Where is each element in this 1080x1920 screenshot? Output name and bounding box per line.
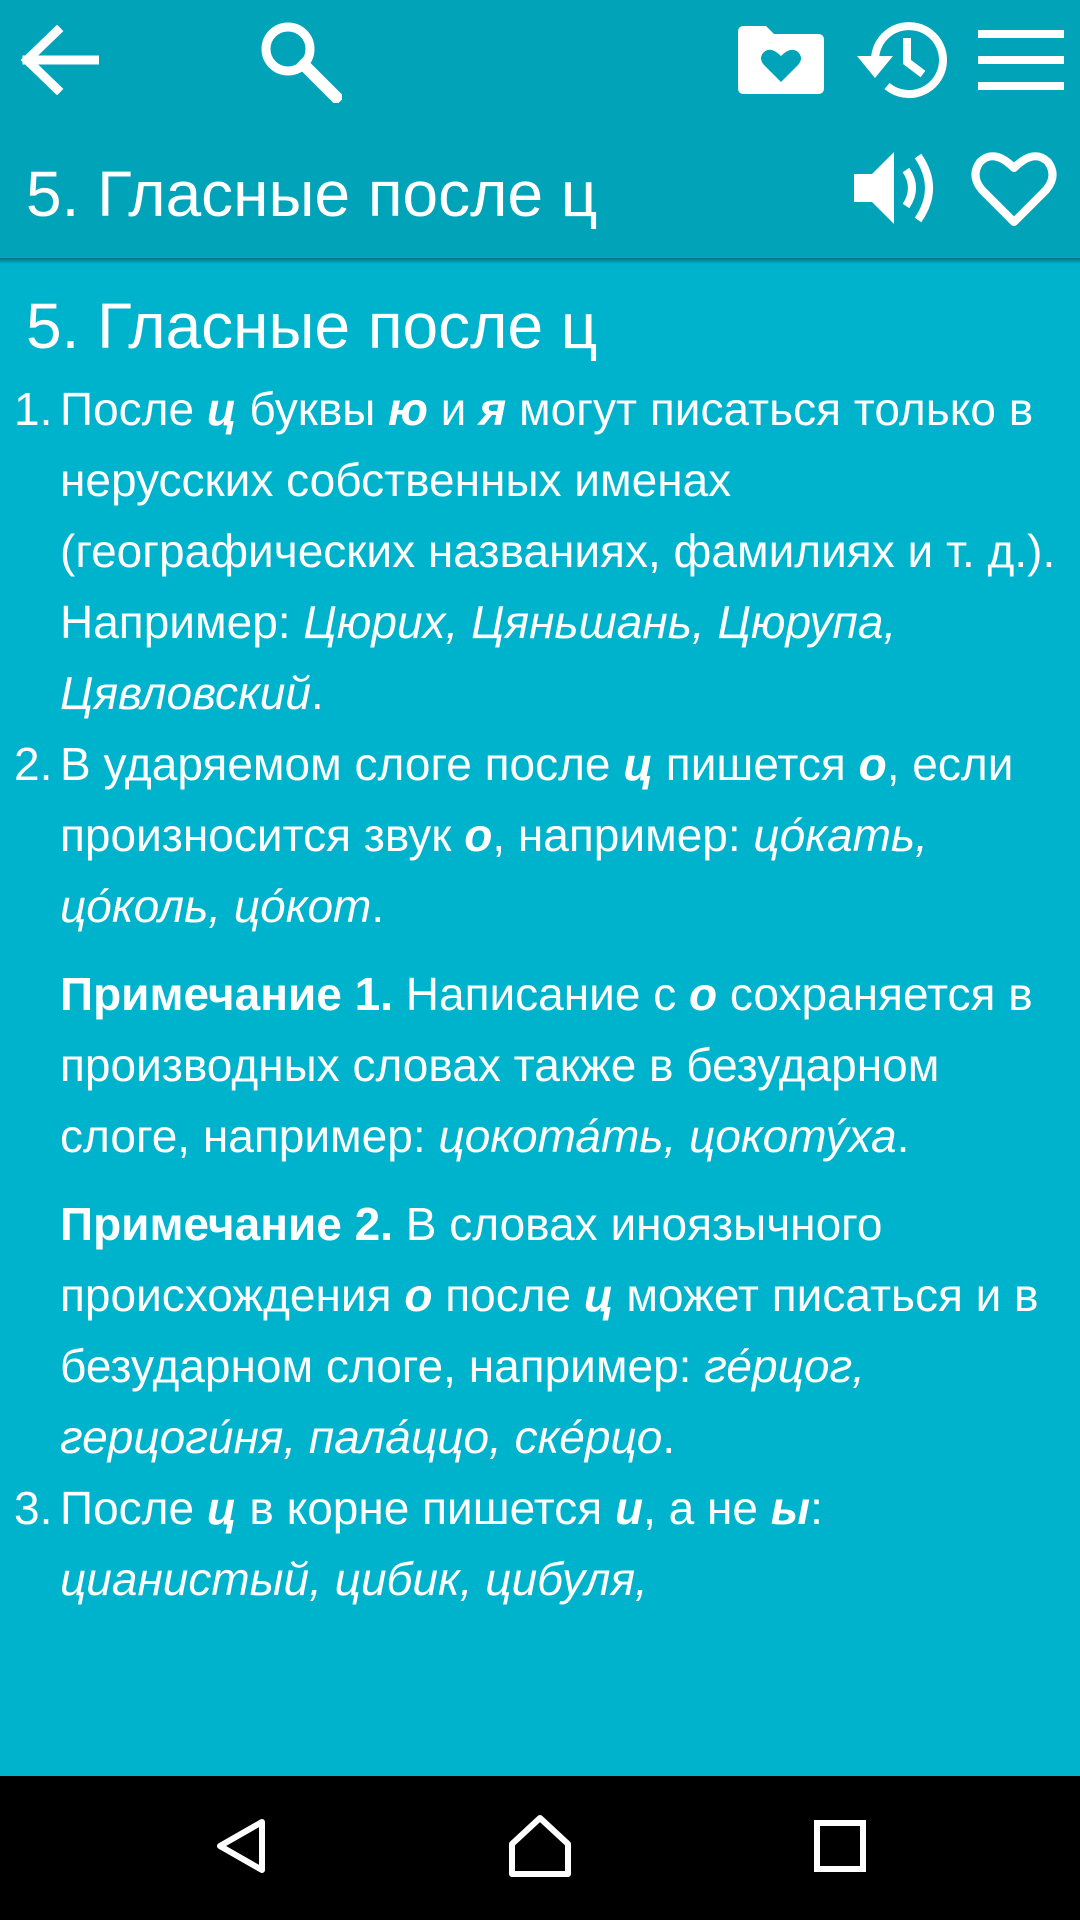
speaker-icon (852, 146, 944, 235)
rule-number: 2. (14, 738, 53, 790)
note-2 (0, 1189, 1080, 1473)
note-1 (0, 959, 1080, 1172)
history-button[interactable] (846, 0, 956, 120)
rule-text: . (371, 880, 385, 932)
rule-letter: о (858, 738, 887, 790)
nav-recents-button[interactable] (790, 1798, 890, 1898)
rule-text: и (427, 383, 480, 435)
rule-text: : (810, 1482, 823, 1534)
note-text: может писаться и в безударном слоге, например: (60, 1269, 1039, 1392)
rule-examples: Цюрих, Цяньшань, Цюрупа, Цявловский (60, 596, 897, 719)
rule-item-3 (0, 1473, 1080, 1615)
nav-home-button[interactable] (490, 1798, 590, 1898)
back-button[interactable] (4, 0, 114, 120)
note-text: Написание с (392, 968, 689, 1020)
top-toolbar (0, 0, 1080, 128)
nav-recents-icon (813, 1819, 867, 1878)
rule-letter: ц (623, 738, 654, 790)
rule-text: пишется (653, 738, 859, 790)
article-content[interactable] (0, 264, 1080, 1776)
favorites-folder-icon (734, 24, 828, 96)
system-nav-bar (0, 1776, 1080, 1920)
rule-letter: я (479, 383, 507, 435)
rule-text: могут писаться только в нерусских собственных именах (географических названиях, фамилиях и т. д.). Например: (60, 383, 1056, 648)
nav-back-button[interactable] (190, 1798, 290, 1898)
rule-number: 3. (14, 1482, 53, 1534)
rule-number: 1. (14, 383, 53, 435)
search-button[interactable] (244, 0, 354, 120)
page-title: 5. Гласные после ц (26, 158, 598, 230)
rule-text: , если произносится звук (60, 738, 1014, 861)
rule-letter: ю (388, 383, 428, 435)
rule-letter: ц (206, 1482, 237, 1534)
note-label: Примечание 2. (60, 1198, 393, 1250)
note-examples: цокота́ть, цокоту́ха (438, 1110, 897, 1162)
rule-letter: о (464, 809, 493, 861)
history-icon (853, 14, 949, 106)
rule-text: В ударяемом слоге после (60, 738, 624, 790)
note-text: после (432, 1269, 584, 1321)
rule-text: , например: (492, 809, 754, 861)
rule-item-2 (0, 729, 1080, 942)
rule-text: в корне пишется (236, 1482, 615, 1534)
rule-text: , а не (643, 1482, 771, 1534)
rule-letter: ы (770, 1482, 811, 1534)
rule-text: буквы (236, 383, 389, 435)
favorites-folder-button[interactable] (726, 0, 836, 120)
note-examples: ге́рцог, герцоги́ня, пала́ццо, ске́рцо (60, 1340, 865, 1463)
note-text: . (896, 1110, 910, 1162)
note-text: сохраняется в производных словах также в безударном слоге, например: (60, 968, 1033, 1162)
note-text: . (662, 1411, 676, 1463)
rule-examples: цо́кать, цо́коль, цо́кот (60, 809, 928, 932)
speaker-button[interactable] (846, 138, 950, 242)
back-arrow-icon (19, 25, 99, 95)
rule-letter: и (614, 1482, 644, 1534)
nav-back-icon (210, 1816, 270, 1881)
note-letter: о (689, 968, 718, 1020)
note-text: В словах иноязычного происхождения (60, 1198, 883, 1321)
article-heading: 5. Гласные после ц (26, 290, 598, 362)
nav-home-icon (508, 1814, 572, 1883)
note-label: Примечание 1. (60, 968, 393, 1020)
rule-text: . (310, 667, 324, 719)
rule-examples: цианистый, цибик, цибуля, (60, 1553, 648, 1605)
note-letter: о (404, 1269, 433, 1321)
menu-icon (978, 28, 1064, 92)
note-letter: ц (583, 1269, 614, 1321)
rule-text: После (60, 383, 207, 435)
rule-text: После (60, 1482, 207, 1534)
rule-letter: ц (206, 383, 237, 435)
rule-item-1 (0, 374, 1080, 729)
menu-button[interactable] (966, 0, 1076, 120)
favorite-button[interactable] (962, 138, 1066, 242)
heart-outline-icon (968, 146, 1060, 235)
search-icon (256, 17, 342, 103)
rules-list (0, 374, 1080, 1615)
